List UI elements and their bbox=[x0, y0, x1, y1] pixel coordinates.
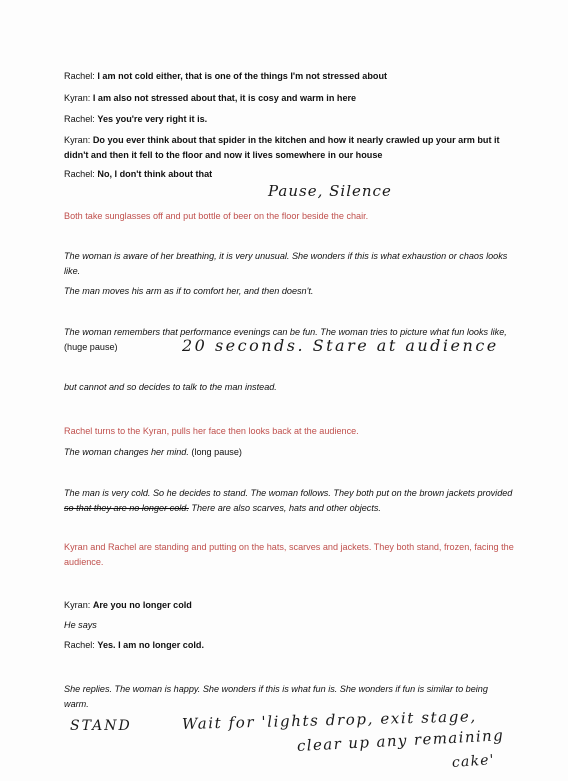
long-pause-label: (long pause) bbox=[191, 447, 242, 457]
handwritten-stand: STAND bbox=[70, 718, 132, 734]
dialogue-line-rachel-3 bbox=[64, 167, 514, 182]
dialogue-line-rachel-1 bbox=[64, 69, 514, 84]
stage-direction-sunglasses: Both take sunglasses off and put bottle of beer on the floor beside the chair. bbox=[64, 211, 369, 221]
stage-direction-standing: Kyran and Rachel are standing and putting on the hats, scarves and jackets. They both stand, frozen, facing the audience. bbox=[64, 542, 514, 567]
handwritten-20-seconds: 20 seconds. Stare at audience bbox=[182, 336, 499, 355]
speaker-label: Rachel: bbox=[64, 169, 95, 179]
dialogue-text: I am not cold either, that is one of the things I'm not stressed about bbox=[97, 71, 388, 81]
narration-cannot: but cannot and so decides to talk to the man instead. bbox=[64, 382, 277, 392]
dialogue-text: Yes. I am no longer cold. bbox=[97, 640, 204, 650]
narration-he-says: He says bbox=[64, 620, 97, 630]
handwritten-pause-silence: Pause, Silence bbox=[268, 182, 392, 200]
dialogue-text: Do you ever think about that spider in the kitchen and how it nearly crawled up your arm but it didn't and then it fell to the floor and now it lives somewhere in our house bbox=[64, 135, 500, 160]
dialogue-text: Are you no longer cold bbox=[92, 600, 192, 610]
narration-cold-a: The man is very cold. So he decides to stand. The woman follows. They both put on the brown jackets provided bbox=[64, 488, 513, 498]
handwritten-wait-line2: clear up any remaining bbox=[296, 726, 505, 755]
dialogue-text: No, I don't think about that bbox=[97, 169, 213, 179]
narration-remembers-text: The woman remembers that performance evenings can be fun. The woman tries to picture what fun looks like, bbox=[64, 327, 507, 337]
huge-pause-label: (huge pause) bbox=[64, 342, 118, 352]
narration-changes bbox=[64, 445, 514, 460]
stage-direction-turns: Rachel turns to the Kyran, pulls her face then looks back at the audience. bbox=[64, 426, 359, 436]
dialogue-line-rachel-2 bbox=[64, 112, 514, 127]
narration-changes-text: The woman changes her mind. bbox=[64, 447, 189, 457]
narration-cold-b: There are also scarves, hats and other objects. bbox=[191, 503, 381, 513]
dialogue-text: Yes you're very right it is. bbox=[97, 114, 208, 124]
speaker-label: Kyran: bbox=[64, 135, 91, 145]
speaker-label: Rachel: bbox=[64, 114, 95, 124]
narration-breathing: The woman is aware of her breathing, it is very unusual. She wonders if this is what exhaustion or chaos looks like. bbox=[64, 251, 508, 276]
speaker-label: Kyran: bbox=[64, 600, 91, 610]
dialogue-line-kyran-1 bbox=[64, 91, 514, 106]
dialogue-line-kyran-2 bbox=[64, 133, 514, 163]
speaker-label: Kyran: bbox=[64, 93, 91, 103]
narration-cold bbox=[64, 486, 514, 516]
dialogue-text: I am also not stressed about that, it is cosy and warm in here bbox=[92, 93, 357, 103]
speaker-label: Rachel: bbox=[64, 71, 95, 81]
struck-text: so that they are no longer cold. bbox=[64, 503, 189, 513]
handwritten-wait-line1: Wait for 'lights drop, exit stage, bbox=[181, 707, 477, 733]
narration-arm: The man moves his arm as if to comfort her, and then doesn't. bbox=[64, 286, 314, 296]
narration-replies: She replies. The woman is happy. She wonders if this is what fun is. She wonders if fun is similar to being warm. bbox=[64, 684, 488, 709]
speaker-label: Rachel: bbox=[64, 640, 95, 650]
handwritten-wait-line3: cake' bbox=[451, 752, 496, 771]
dialogue-line-kyran-3 bbox=[64, 598, 514, 613]
dialogue-line-rachel-4 bbox=[64, 638, 514, 653]
